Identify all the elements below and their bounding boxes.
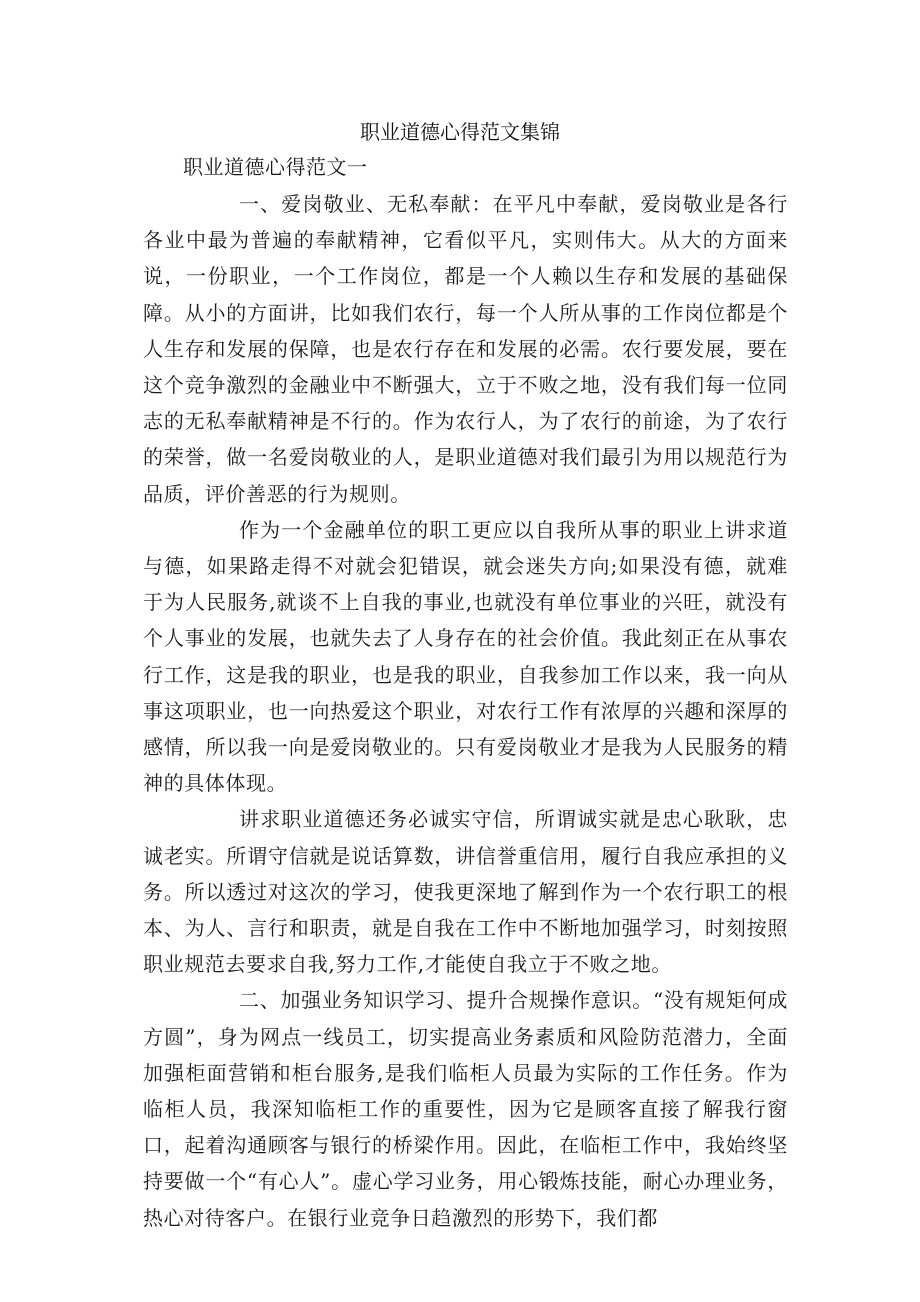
paragraph-2: 作为一个金融单位的职工更应以自我所从事的职业上讲求道与德，如果路走得不对就会犯错误，就会迷失方向;如果没有德，就难于为人民服务,就谈不上自我的事业,也就没有单位事业的兴旺，就没有个人事业的发展，也就失去了人身存在的社会价值。我此刻正在从事农行工作，这是我的职业，也是我的职业，自我参加工作以来，我一向从事这项职业，也一向热爱这个职业，对农行工作有浓厚的兴趣和深厚的感情，所以我一向是爱岗敬业的。只有爱岗敬业才是我为人民服务的精神的具体体现。 — [143, 517, 788, 796]
paragraph-4: 二、加强业务知识学习、提升合规操作意识。“没有规矩何成方圆”，身为网点一线员工，切实提高业务素质和风险防范潜力，全面加强柜面营销和柜台服务,是我们临柜人员最为实际的工作任务。作为临柜人员，我深知临柜工作的重要性，因为它是顾客直接了解我行窗口，起着沟通顾客与银行的桥梁作用。因此，在临柜工作中，我始终坚持要做一个“有心人”。虚心学习业务，用心锻炼技能，耐心办理业务，热心对待客户。在银行业竞争日趋激烈的形势下，我们都 — [143, 988, 788, 1230]
paragraph-3: 讲求职业道德还务必诚实守信，所谓诚实就是忠心耿耿，忠诚老实。所谓守信就是说话算数，讲信誉重信用，履行自我应承担的义务。所以透过对这次的学习，使我更深地了解到作为一个农行职工的根本、为人、言行和职责，就是自我在工作中不断地加强学习，时刻按照职业规范去要求自我,努力工作,才能使自我立于不败之地。 — [143, 807, 788, 977]
document-body — [143, 186, 788, 1236]
paragraph-1: 一、爱岗敬业、无私奉献：在平凡中奉献，爱岗敬业是各行各业中最为普遍的奉献精神，它看似平凡，实则伟大。从大的方面来说，一份职业，一个工作岗位，都是一个人赖以生存和发展的基础保障。从小的方面讲，比如我们农行，每一个人所从事的工作岗位都是个人生存和发展的保障，也是农行存在和发展的必需。农行要发展，要在这个竞争激烈的金融业中不断强大，立于不败之地，没有我们每一位同志的无私奉献精神是不行的。作为农行人，为了农行的前途，为了农行的荣誉，做一名爱岗敬业的人，是职业道德对我们最引为用以规范行为品质，评价善恶的行为规则。 — [143, 192, 788, 506]
document-subtitle: 职业道德心得范文一 — [183, 155, 368, 179]
document-title: 职业道德心得范文集锦 — [360, 120, 560, 144]
